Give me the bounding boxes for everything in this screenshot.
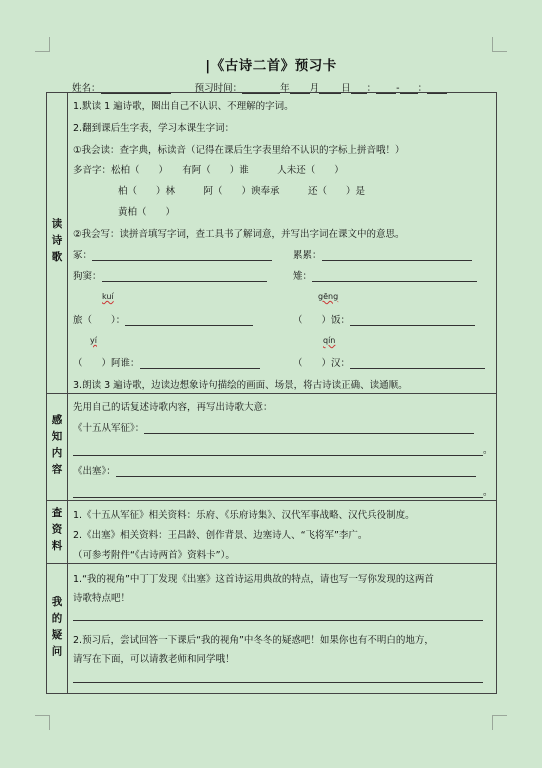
section-research — [47, 501, 496, 564]
pinyin: qín — [323, 336, 336, 345]
write-item: 《十五从军征》： — [73, 420, 474, 434]
write-item: （ ）饭： — [293, 312, 475, 326]
info-line: 2.《出塞》相关资料：王昌龄、创作背景、边塞诗人、“飞将军”李广。 — [73, 530, 368, 541]
instruction: ①我会读：查字典，标读音（记得在课后生字表里给不认识的字标上拼音哦！） — [73, 145, 405, 156]
pinyin: yí — [90, 336, 97, 345]
colon: ： — [366, 83, 377, 94]
answer-blank[interactable] — [350, 315, 475, 326]
section-questions — [47, 564, 496, 693]
corner-mark — [492, 715, 507, 730]
write-item: 冢： — [73, 247, 272, 261]
question-text: 请写在下面，可以请教老师和同学哦！ — [73, 654, 235, 665]
write-item: 雉： — [293, 268, 477, 282]
answer-blank[interactable] — [92, 250, 272, 261]
answer-blank[interactable] — [312, 271, 477, 282]
corner-mark — [35, 37, 50, 52]
write-item: 《出塞》： — [73, 463, 476, 477]
write-item: （ ）阿谁： — [73, 355, 260, 369]
year-label: 年 — [280, 83, 290, 94]
answer-blank[interactable] — [140, 358, 260, 369]
info-line: （可参考附件“《古诗两首》资料卡”）。 — [73, 550, 235, 561]
time-label: 预习时间： — [194, 83, 243, 94]
instruction: 1.默读 1 遍诗歌，圈出自己不认识、不理解的字词。 — [73, 101, 294, 112]
preview-table — [46, 92, 497, 694]
polyphone-line: 柏（ ）林 阿（ ）谀奉承 还（ ）是 — [118, 186, 366, 197]
month-label: 月 — [309, 83, 320, 94]
answer-blank[interactable] — [73, 445, 483, 456]
section-label: 查资料 — [50, 507, 63, 557]
page-title: |《古诗二首》预习卡 — [205, 58, 337, 74]
answer-blank[interactable] — [322, 250, 472, 261]
answer-blank[interactable] — [116, 466, 476, 477]
instruction: 3.朗读 3 遍诗歌，边读边想象诗句描绘的画面、场景，将古诗读正确、读通顺。 — [73, 380, 408, 391]
section-label: 我的疑问 — [50, 595, 63, 662]
answer-blank[interactable] — [125, 315, 253, 326]
answer-blank[interactable] — [73, 487, 483, 498]
day-label: 日 — [341, 83, 351, 94]
corner-mark — [35, 715, 50, 730]
write-item: （ ）汉： — [293, 355, 485, 369]
colon: ： — [417, 83, 428, 94]
answer-blank[interactable] — [73, 672, 483, 683]
write-item: 。 — [73, 484, 493, 498]
pinyin: kuí — [102, 292, 114, 301]
instruction: 2.翻到课后生字表，学习本课生字词： — [73, 123, 235, 134]
write-item: 旅（ ）： — [73, 312, 253, 326]
polyphone-line: 黄柏（ ） — [118, 207, 176, 218]
answer-blank[interactable] — [144, 423, 474, 434]
write-item: 。 — [73, 442, 493, 456]
corner-mark — [492, 37, 507, 52]
polyphone-line: 多音字：松柏（ ） 有阿（ ）谁 人未还（ ） — [73, 165, 344, 176]
section-label: 感知内容 — [50, 414, 63, 480]
answer-blank[interactable] — [73, 610, 483, 621]
question-text: 2.预习后，尝试回答一下课后“我的视角”中冬冬的疑惑吧！如果你也有不明白的地方， — [73, 635, 434, 646]
name-label: 姓名： — [72, 83, 101, 94]
dash: - — [396, 83, 400, 94]
instruction: ②我会写：读拼音填写字词，查工具书了解词意，并写出字词在课文中的意思。 — [73, 229, 405, 240]
write-item: 狗窦： — [73, 268, 267, 282]
answer-blank[interactable] — [102, 271, 267, 282]
section-perceive — [47, 394, 496, 501]
question-text: 诗歌特点吧！ — [73, 593, 131, 604]
pinyin: gēng — [318, 292, 339, 301]
question-text: 1.“我的视角”中丁丁发现《出塞》这首诗运用典故的特点，请也写一写你发现的这两首 — [73, 574, 434, 585]
answer-blank[interactable] — [350, 358, 485, 369]
section-label: 读诗歌 — [50, 218, 63, 268]
section-read-poem — [47, 93, 496, 394]
instruction: 先用自己的话复述诗歌内容，再写出诗歌大意： — [73, 402, 273, 413]
info-line: 1.《十五从军征》相关资料：乐府、《乐府诗集》、汉代军事战略、汉代兵役制度。 — [73, 510, 415, 521]
write-item: 累累： — [293, 247, 472, 261]
